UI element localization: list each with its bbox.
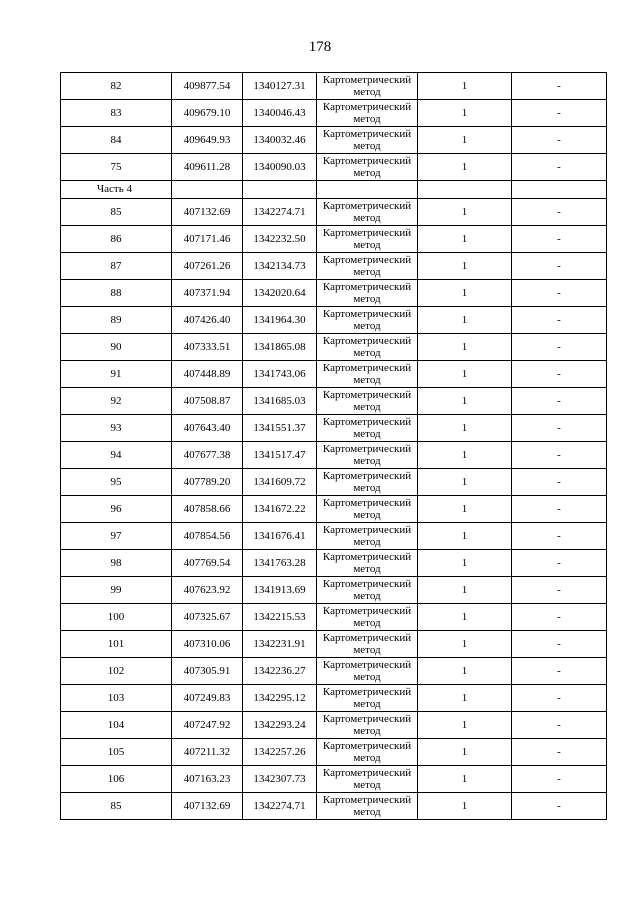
note-cell: -: [512, 442, 607, 469]
point-number-cell: 91: [61, 361, 172, 388]
note-cell: -: [512, 550, 607, 577]
x-coordinate-cell: 409649.93: [172, 127, 243, 154]
accuracy-cell: 1: [418, 577, 512, 604]
method-line-2: метод: [353, 113, 381, 125]
method-cell: [317, 388, 418, 415]
x-coordinate-cell: 407643.40: [172, 415, 243, 442]
y-coordinate-cell: 1342293.24: [243, 712, 317, 739]
method-cell: [317, 685, 418, 712]
note-cell: -: [512, 631, 607, 658]
method-line-2: метод: [353, 482, 381, 494]
table-row: [61, 73, 607, 100]
note-cell: -: [512, 496, 607, 523]
point-number-cell: 90: [61, 334, 172, 361]
table-row: [61, 766, 607, 793]
table-row: [61, 388, 607, 415]
method-line-1: Картометрический: [322, 101, 412, 113]
note-cell: -: [512, 154, 607, 181]
method-cell: [317, 442, 418, 469]
method-line-2: метод: [353, 752, 381, 764]
method-cell: [317, 307, 418, 334]
method-line-1: Картометрический: [322, 389, 412, 401]
accuracy-cell: 1: [418, 523, 512, 550]
table-row: [61, 361, 607, 388]
section-label: Часть 4: [61, 181, 172, 199]
y-coordinate-cell: 1342134.73: [243, 253, 317, 280]
method-cell: [317, 712, 418, 739]
accuracy-cell: 1: [418, 739, 512, 766]
point-number-cell: 86: [61, 226, 172, 253]
coordinates-table: [60, 72, 607, 820]
method-line-1: Картометрический: [322, 416, 412, 428]
note-cell: -: [512, 253, 607, 280]
table-row: [61, 226, 607, 253]
note-cell: -: [512, 361, 607, 388]
x-coordinate-cell: 407623.92: [172, 577, 243, 604]
table-row: [61, 577, 607, 604]
y-coordinate-cell: 1341865.08: [243, 334, 317, 361]
accuracy-cell: 1: [418, 604, 512, 631]
method-cell: [317, 766, 418, 793]
accuracy-cell: 1: [418, 442, 512, 469]
method-cell: [317, 253, 418, 280]
method-line-1: Картометрический: [322, 605, 412, 617]
method-line-1: Картометрический: [322, 200, 412, 212]
y-coordinate-cell: 1342231.91: [243, 631, 317, 658]
point-number-cell: 97: [61, 523, 172, 550]
note-cell: -: [512, 307, 607, 334]
x-coordinate-cell: 407171.46: [172, 226, 243, 253]
table-row: [61, 442, 607, 469]
table-body: [61, 73, 607, 820]
method-line-1: Картометрический: [322, 254, 412, 266]
accuracy-cell: 1: [418, 73, 512, 100]
method-line-2: метод: [353, 167, 381, 179]
method-line-2: метод: [353, 671, 381, 683]
x-coordinate-cell: 407247.92: [172, 712, 243, 739]
x-coordinate-cell: 407769.54: [172, 550, 243, 577]
method-line-2: метод: [353, 644, 381, 656]
method-line-2: метод: [353, 239, 381, 251]
method-line-1: Картометрический: [322, 524, 412, 536]
method-line-1: Картометрический: [322, 713, 412, 725]
method-cell: [317, 604, 418, 631]
table-row: [61, 199, 607, 226]
table-row: [61, 658, 607, 685]
table-row: [61, 415, 607, 442]
method-line-1: Картометрический: [322, 686, 412, 698]
table-row: [61, 127, 607, 154]
method-line-2: метод: [353, 374, 381, 386]
method-line-2: метод: [353, 455, 381, 467]
method-cell: [317, 73, 418, 100]
table-row: [61, 307, 607, 334]
accuracy-cell: 1: [418, 307, 512, 334]
point-number-cell: 102: [61, 658, 172, 685]
y-coordinate-cell: 1342274.71: [243, 199, 317, 226]
y-coordinate-cell: 1342295.12: [243, 685, 317, 712]
x-coordinate-cell: 407163.23: [172, 766, 243, 793]
table-row: [61, 100, 607, 127]
method-cell: [317, 658, 418, 685]
method-line-2: метод: [353, 212, 381, 224]
note-cell: -: [512, 766, 607, 793]
method-line-2: метод: [353, 320, 381, 332]
accuracy-cell: 1: [418, 154, 512, 181]
table-row: [61, 496, 607, 523]
method-line-1: Картометрический: [322, 128, 412, 140]
method-line-1: Картометрический: [322, 308, 412, 320]
accuracy-cell: 1: [418, 685, 512, 712]
table-row: [61, 469, 607, 496]
note-cell: -: [512, 199, 607, 226]
x-coordinate-cell: 407211.32: [172, 739, 243, 766]
point-number-cell: 83: [61, 100, 172, 127]
method-line-1: Картометрический: [322, 281, 412, 293]
note-cell: -: [512, 334, 607, 361]
y-coordinate-cell: 1341517.47: [243, 442, 317, 469]
method-cell: [317, 154, 418, 181]
x-coordinate-cell: 407789.20: [172, 469, 243, 496]
method-cell: [317, 577, 418, 604]
method-cell: [317, 127, 418, 154]
empty-cell: [243, 181, 317, 199]
y-coordinate-cell: 1341685.03: [243, 388, 317, 415]
accuracy-cell: 1: [418, 469, 512, 496]
x-coordinate-cell: 407333.51: [172, 334, 243, 361]
note-cell: -: [512, 415, 607, 442]
x-coordinate-cell: 407261.26: [172, 253, 243, 280]
x-coordinate-cell: 407448.89: [172, 361, 243, 388]
x-coordinate-cell: 407249.83: [172, 685, 243, 712]
y-coordinate-cell: 1342307.73: [243, 766, 317, 793]
method-cell: [317, 100, 418, 127]
y-coordinate-cell: 1340032.46: [243, 127, 317, 154]
note-cell: -: [512, 469, 607, 496]
accuracy-cell: 1: [418, 550, 512, 577]
note-cell: -: [512, 73, 607, 100]
y-coordinate-cell: 1341676.41: [243, 523, 317, 550]
y-coordinate-cell: 1341609.72: [243, 469, 317, 496]
note-cell: -: [512, 100, 607, 127]
note-cell: -: [512, 577, 607, 604]
x-coordinate-cell: 407426.40: [172, 307, 243, 334]
accuracy-cell: 1: [418, 127, 512, 154]
accuracy-cell: 1: [418, 280, 512, 307]
accuracy-cell: 1: [418, 361, 512, 388]
empty-cell: [317, 181, 418, 199]
x-coordinate-cell: 407310.06: [172, 631, 243, 658]
empty-cell: [512, 181, 607, 199]
method-line-1: Картометрический: [322, 767, 412, 779]
note-cell: -: [512, 388, 607, 415]
method-line-2: метод: [353, 347, 381, 359]
y-coordinate-cell: 1341672.22: [243, 496, 317, 523]
x-coordinate-cell: 407508.87: [172, 388, 243, 415]
table-row: [61, 280, 607, 307]
table-row: [61, 334, 607, 361]
accuracy-cell: 1: [418, 496, 512, 523]
y-coordinate-cell: 1340090.03: [243, 154, 317, 181]
method-line-2: метод: [353, 698, 381, 710]
table-row: [61, 739, 607, 766]
method-line-2: метод: [353, 563, 381, 575]
method-line-1: Картометрический: [322, 227, 412, 239]
note-cell: -: [512, 793, 607, 820]
point-number-cell: 84: [61, 127, 172, 154]
point-number-cell: 92: [61, 388, 172, 415]
table-row: [61, 604, 607, 631]
method-line-1: Картометрический: [322, 470, 412, 482]
y-coordinate-cell: 1342257.26: [243, 739, 317, 766]
method-cell: [317, 496, 418, 523]
x-coordinate-cell: 407305.91: [172, 658, 243, 685]
accuracy-cell: 1: [418, 253, 512, 280]
point-number-cell: 89: [61, 307, 172, 334]
x-coordinate-cell: 409877.54: [172, 73, 243, 100]
table-row: [61, 685, 607, 712]
method-line-1: Картометрический: [322, 659, 412, 671]
accuracy-cell: 1: [418, 199, 512, 226]
y-coordinate-cell: 1342020.64: [243, 280, 317, 307]
point-number-cell: 94: [61, 442, 172, 469]
method-line-2: метод: [353, 806, 381, 818]
method-cell: [317, 280, 418, 307]
point-number-cell: 103: [61, 685, 172, 712]
method-cell: [317, 550, 418, 577]
method-line-1: Картометрический: [322, 794, 412, 806]
note-cell: -: [512, 280, 607, 307]
point-number-cell: 100: [61, 604, 172, 631]
accuracy-cell: 1: [418, 658, 512, 685]
table-row: [61, 793, 607, 820]
x-coordinate-cell: 407325.67: [172, 604, 243, 631]
point-number-cell: 98: [61, 550, 172, 577]
point-number-cell: 82: [61, 73, 172, 100]
note-cell: -: [512, 685, 607, 712]
method-line-2: метод: [353, 86, 381, 98]
point-number-cell: 101: [61, 631, 172, 658]
method-line-2: метод: [353, 428, 381, 440]
note-cell: -: [512, 739, 607, 766]
table-row: [61, 712, 607, 739]
method-cell: [317, 631, 418, 658]
method-cell: [317, 361, 418, 388]
method-line-2: метод: [353, 509, 381, 521]
method-line-1: Картометрический: [322, 497, 412, 509]
x-coordinate-cell: 407132.69: [172, 793, 243, 820]
note-cell: -: [512, 712, 607, 739]
method-line-2: метод: [353, 779, 381, 791]
y-coordinate-cell: 1342215.53: [243, 604, 317, 631]
method-line-2: метод: [353, 617, 381, 629]
method-line-2: метод: [353, 725, 381, 737]
y-coordinate-cell: 1342236.27: [243, 658, 317, 685]
note-cell: -: [512, 127, 607, 154]
x-coordinate-cell: 409611.28: [172, 154, 243, 181]
y-coordinate-cell: 1341743.06: [243, 361, 317, 388]
x-coordinate-cell: 407371.94: [172, 280, 243, 307]
y-coordinate-cell: 1341913.69: [243, 577, 317, 604]
y-coordinate-cell: 1342274.71: [243, 793, 317, 820]
point-number-cell: 85: [61, 793, 172, 820]
method-line-1: Картометрический: [322, 362, 412, 374]
method-line-2: метод: [353, 590, 381, 602]
page-number: 178: [308, 39, 332, 55]
empty-cell: [418, 181, 512, 199]
x-coordinate-cell: 407132.69: [172, 199, 243, 226]
point-number-cell: 85: [61, 199, 172, 226]
note-cell: -: [512, 658, 607, 685]
accuracy-cell: 1: [418, 766, 512, 793]
note-cell: -: [512, 523, 607, 550]
method-line-1: Картометрический: [322, 335, 412, 347]
method-line-1: Картометрический: [322, 551, 412, 563]
method-cell: [317, 334, 418, 361]
note-cell: -: [512, 604, 607, 631]
method-line-2: метод: [353, 140, 381, 152]
note-cell: -: [512, 226, 607, 253]
y-coordinate-cell: 1340046.43: [243, 100, 317, 127]
point-number-cell: 99: [61, 577, 172, 604]
point-number-cell: 106: [61, 766, 172, 793]
accuracy-cell: 1: [418, 388, 512, 415]
empty-cell: [172, 181, 243, 199]
x-coordinate-cell: 407858.66: [172, 496, 243, 523]
method-line-1: Картометрический: [322, 740, 412, 752]
table-row: [61, 523, 607, 550]
accuracy-cell: 1: [418, 631, 512, 658]
section-row: [61, 181, 607, 199]
accuracy-cell: 1: [418, 712, 512, 739]
method-line-1: Картометрический: [322, 74, 412, 86]
accuracy-cell: 1: [418, 334, 512, 361]
method-cell: [317, 199, 418, 226]
y-coordinate-cell: 1341763.28: [243, 550, 317, 577]
x-coordinate-cell: 407854.56: [172, 523, 243, 550]
method-cell: [317, 739, 418, 766]
point-number-cell: 104: [61, 712, 172, 739]
table-row: [61, 253, 607, 280]
accuracy-cell: 1: [418, 226, 512, 253]
y-coordinate-cell: 1341551.37: [243, 415, 317, 442]
method-line-2: метод: [353, 266, 381, 278]
table-row: [61, 154, 607, 181]
point-number-cell: 87: [61, 253, 172, 280]
accuracy-cell: 1: [418, 100, 512, 127]
method-line-1: Картометрический: [322, 632, 412, 644]
accuracy-cell: 1: [418, 793, 512, 820]
point-number-cell: 95: [61, 469, 172, 496]
method-line-1: Картометрический: [322, 155, 412, 167]
method-cell: [317, 469, 418, 496]
table-row: [61, 550, 607, 577]
method-line-2: метод: [353, 536, 381, 548]
method-line-1: Картометрический: [322, 443, 412, 455]
y-coordinate-cell: 1341964.30: [243, 307, 317, 334]
x-coordinate-cell: 409679.10: [172, 100, 243, 127]
method-cell: [317, 793, 418, 820]
point-number-cell: 75: [61, 154, 172, 181]
method-line-2: метод: [353, 401, 381, 413]
table-row: [61, 631, 607, 658]
method-cell: [317, 415, 418, 442]
point-number-cell: 96: [61, 496, 172, 523]
method-line-1: Картометрический: [322, 578, 412, 590]
x-coordinate-cell: 407677.38: [172, 442, 243, 469]
method-cell: [317, 226, 418, 253]
point-number-cell: 105: [61, 739, 172, 766]
y-coordinate-cell: 1340127.31: [243, 73, 317, 100]
point-number-cell: 88: [61, 280, 172, 307]
accuracy-cell: 1: [418, 415, 512, 442]
method-cell: [317, 523, 418, 550]
point-number-cell: 93: [61, 415, 172, 442]
method-line-2: метод: [353, 293, 381, 305]
y-coordinate-cell: 1342232.50: [243, 226, 317, 253]
